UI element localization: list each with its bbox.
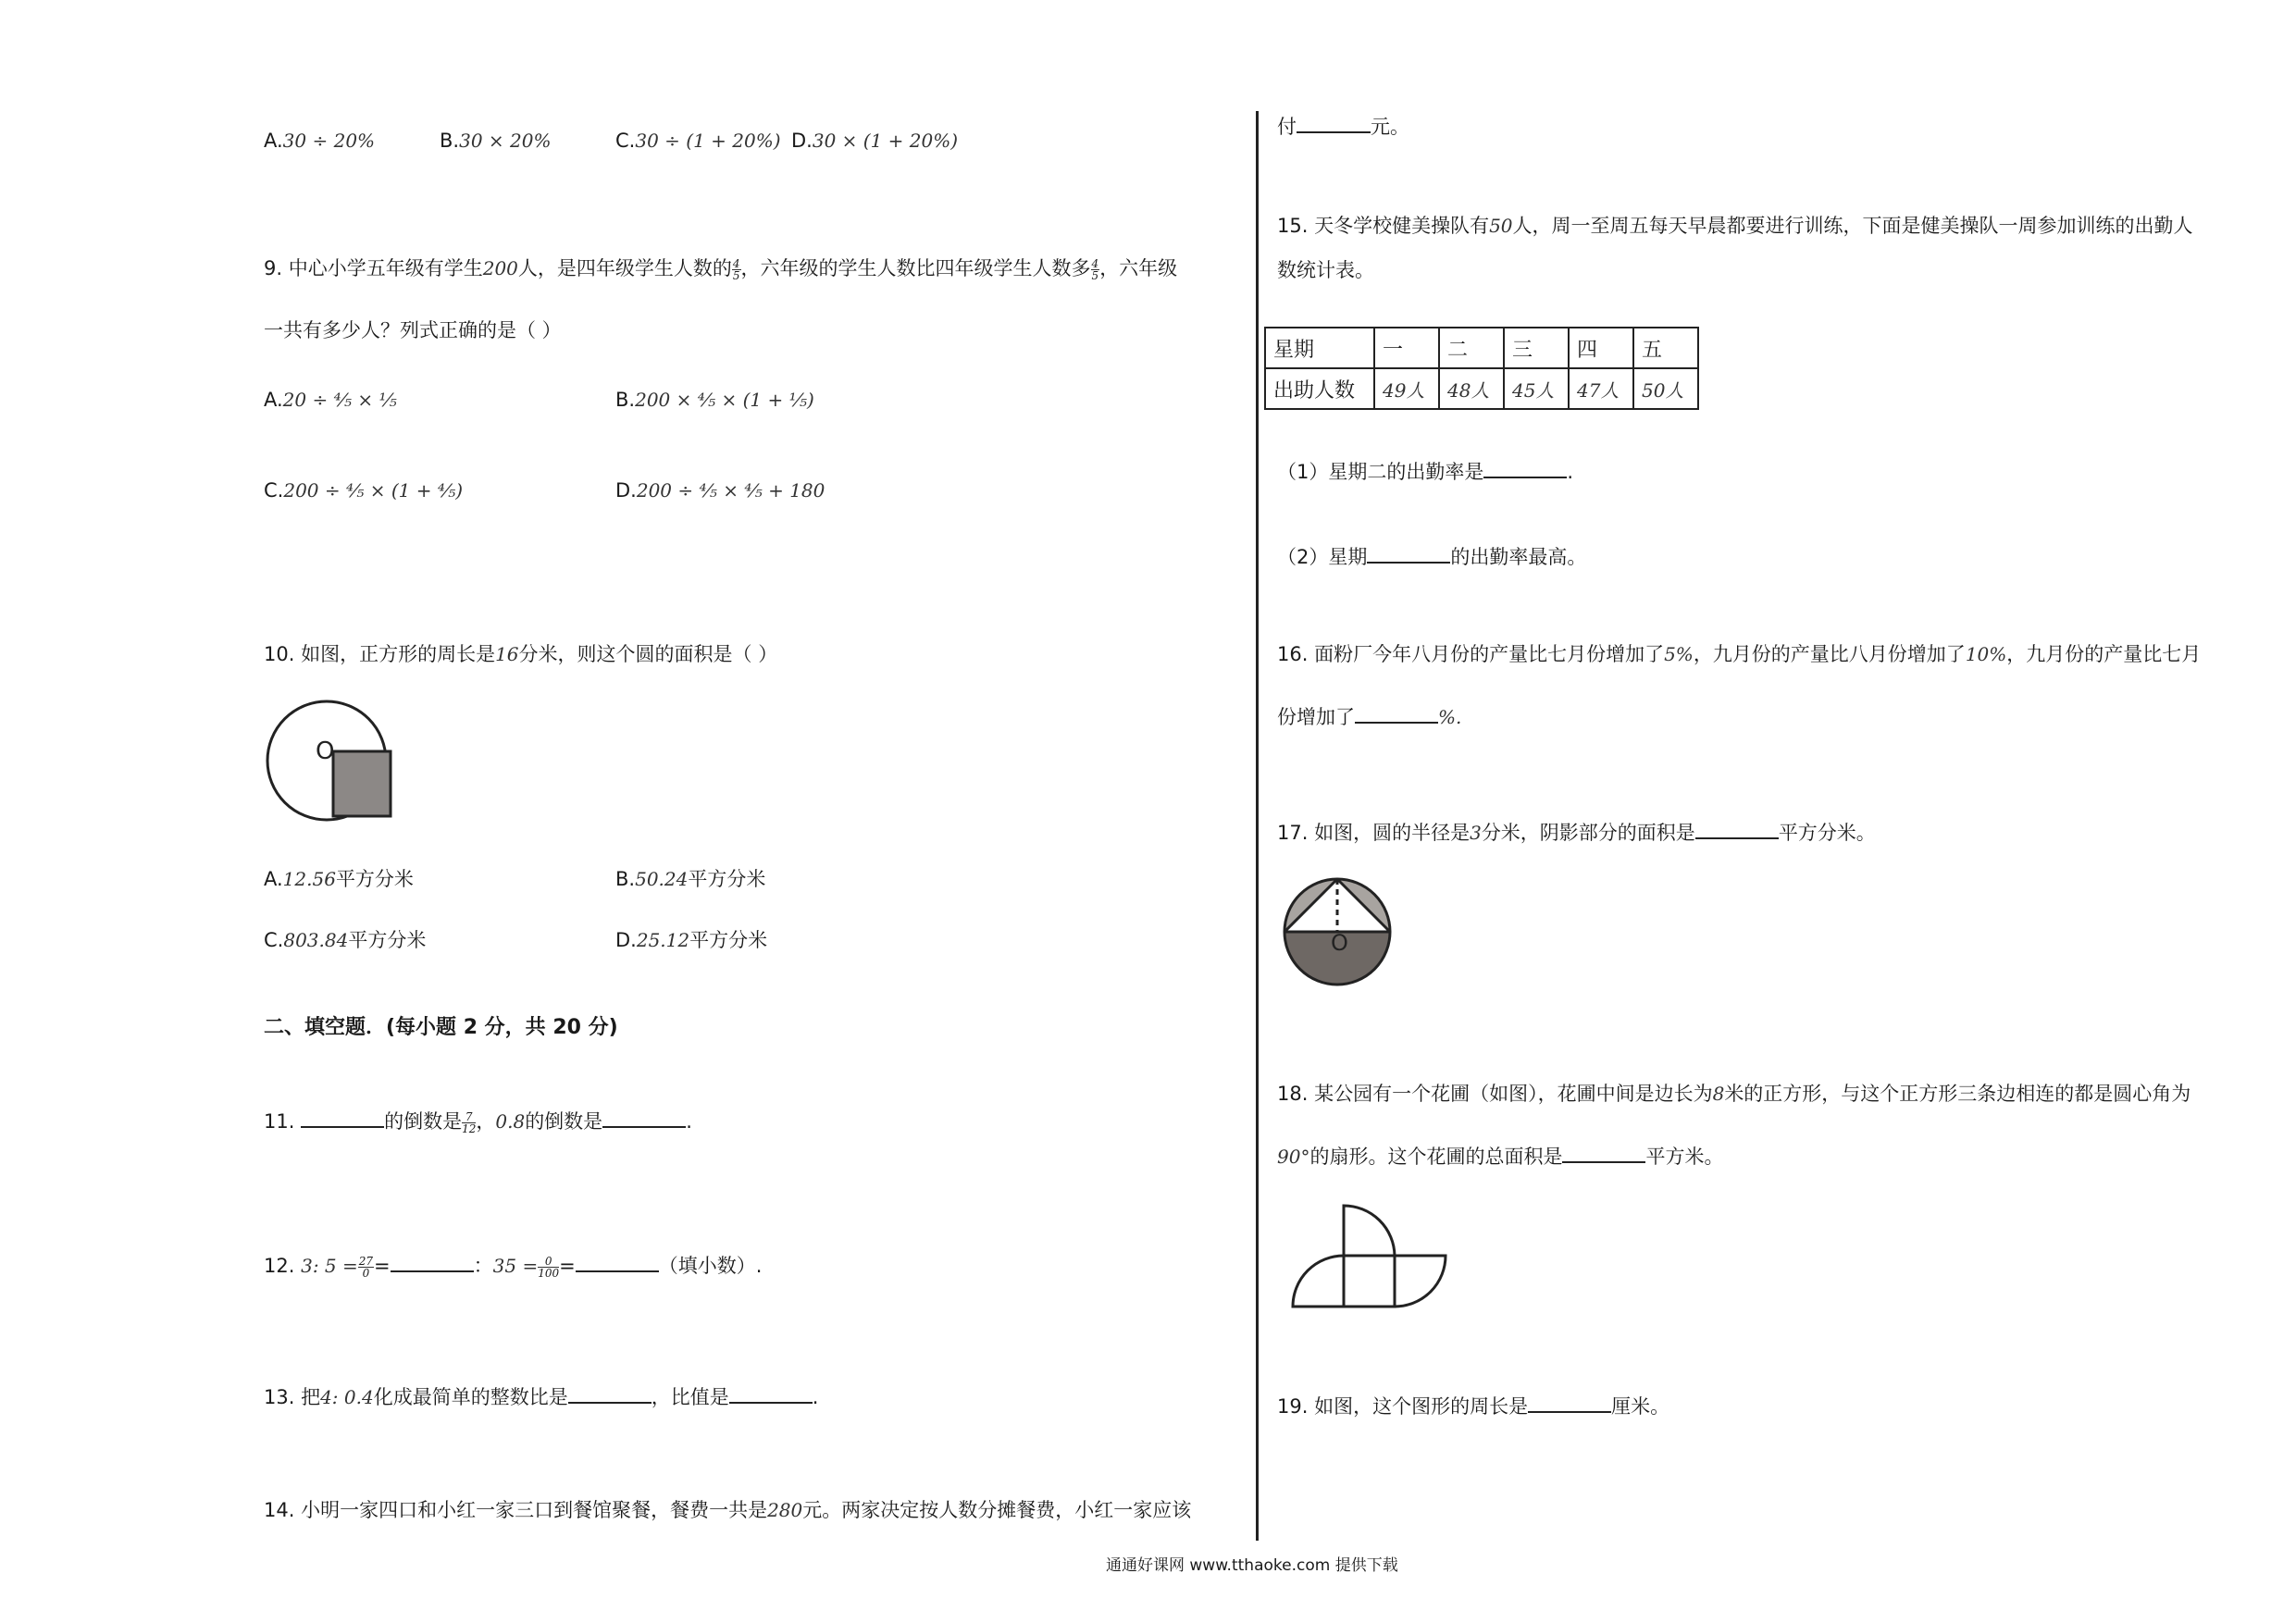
q13-question: 13. 把4: 0.4化成最简单的整数比是 ，比值是 . <box>264 1383 818 1409</box>
q17-center-label: O <box>1331 930 1348 956</box>
q9-option-a: A.20 ÷ ⁴⁄₅ × ¹⁄₅ <box>264 389 397 411</box>
q8-option-c-expr: 30 ÷ (1 + 20%) <box>635 130 781 152</box>
attendance-table <box>1264 327 1699 410</box>
q14-question: 14. 小明一家四口和小红一家三口到餐馆聚餐，餐费一共是280元。两家决定按人数分摊餐费，小红一家应该 <box>264 1499 1192 1521</box>
q9-option-d: D.200 ÷ ⁴⁄₅ × ⁴⁄₅ + 180 <box>615 479 825 502</box>
q18-garden-figure <box>1277 1198 1462 1323</box>
q10-option-a: A.12.56平方分米 <box>264 868 414 890</box>
q9-number: 200 <box>482 257 518 279</box>
q19-blank[interactable] <box>1528 1393 1611 1413</box>
q9-line1 <box>264 257 1177 281</box>
q8-option-a-label: A. <box>264 130 283 152</box>
column-divider <box>1256 111 1259 1541</box>
q9-text-a: 9. 中心小学五年级有学生 <box>264 257 483 279</box>
q15-sub1: （1）星期二的出勤率是 . <box>1277 458 1573 484</box>
q15-line1: 15. 天冬学校健美操队有50人，周一至周五每天早晨都要进行训练，下面是健美操队一周参加训练的出勤人 <box>1277 215 2193 237</box>
q15-sub2: （2）星期 的出勤率最高。 <box>1277 543 1586 569</box>
q9-text-b: 人，是四年级学生人数的 <box>517 257 732 279</box>
attendance-header-row <box>1265 328 1698 368</box>
q15-blank-1[interactable] <box>1483 458 1567 478</box>
q9-fraction-2: $\frac{4}{5}$ <box>1091 256 1099 282</box>
attendance-header-cell: 二 <box>1439 328 1504 368</box>
q11-fraction: $\frac{7}{12}$ <box>462 1109 477 1135</box>
q15-blank-2[interactable] <box>1367 543 1450 564</box>
q17-question: 17. 如图，圆的半径是3分米，阴影部分的面积是 平方分米。 <box>1277 819 1876 845</box>
q9-option-c: C.200 ÷ ⁴⁄₅ × (1 + ⁴⁄₅) <box>264 479 464 502</box>
attendance-header-cell: 三 <box>1504 328 1569 368</box>
q8-option-a-expr: 30 ÷ 20% <box>282 130 376 152</box>
q10-question: 10. 如图，正方形的周长是16分米，则这个圆的面积是（ ） <box>264 643 778 665</box>
attendance-header-cell: 一 <box>1374 328 1439 368</box>
q8-options <box>264 130 375 153</box>
q9-option-b: B.200 × ⁴⁄₅ × (1 + ¹⁄₅) <box>615 389 814 411</box>
attendance-value-cell: 45人 <box>1504 368 1569 409</box>
attendance-header-cell: 四 <box>1569 328 1633 368</box>
q10-center-label: O <box>316 737 335 765</box>
q13-blank-2[interactable] <box>729 1383 813 1404</box>
attendance-value-row <box>1265 368 1698 409</box>
q8-option-d-label: D. <box>791 130 813 152</box>
q12-blank-2[interactable] <box>576 1252 659 1272</box>
q15-line2: 数统计表。 <box>1277 259 1374 281</box>
q16-line1: 16. 面粉厂今年八月份的产量比七月份增加了5%，九月份的产量比八月份增加了10%，九月份的产量比七月 <box>1277 643 2202 665</box>
q12-fraction-2: $\frac{0}{100}$ <box>538 1254 560 1280</box>
q18-line2: 90°的扇形。这个花圃的总面积是 平方米。 <box>1277 1143 1723 1169</box>
q8-option-b-expr: 30 × 20% <box>459 130 552 152</box>
q8-option-b <box>440 130 551 153</box>
attendance-value-cell: 50人 <box>1633 368 1698 409</box>
q18-blank[interactable] <box>1562 1143 1645 1163</box>
footer-source: 通通好课网 www.tthaoke.com 提供下载 <box>1106 1556 1398 1575</box>
q12-fraction-1: $\frac{27}{0}$ <box>358 1254 374 1280</box>
attendance-row-label: 出助人数 <box>1265 368 1374 409</box>
q14-continuation: 付 元。 <box>1277 113 1409 139</box>
q10-option-d: D.25.12平方分米 <box>615 929 768 951</box>
q8-option-b-label: B. <box>440 130 460 152</box>
attendance-value-cell: 48人 <box>1439 368 1504 409</box>
section-2-heading: 二、填空题．(每小题 2 分，共 20 分) <box>264 1016 618 1039</box>
attendance-value-cell: 47人 <box>1569 368 1633 409</box>
q12-blank-1[interactable] <box>391 1252 474 1272</box>
attendance-header-cell: 五 <box>1633 328 1698 368</box>
q17-blank[interactable] <box>1695 819 1779 839</box>
q8-option-d <box>791 130 958 153</box>
q9-text-d: ，六年级 <box>1099 257 1178 279</box>
q16-line2: 份增加了 %. <box>1277 703 1461 729</box>
q8-option-c <box>615 130 781 153</box>
q9-text-c: ，六年级的学生人数比四年级学生人数多 <box>740 257 1091 279</box>
attendance-header-cell: 星期 <box>1265 328 1374 368</box>
q17-circle-figure <box>1277 874 1397 990</box>
q11-blank-1[interactable] <box>301 1108 384 1128</box>
q16-blank[interactable] <box>1355 703 1438 724</box>
q19-question: 19. 如图，这个图形的周长是 厘米。 <box>1277 1393 1669 1419</box>
q8-option-d-expr: 30 × (1 + 20%) <box>812 130 959 152</box>
q9-fraction-1: $\frac{4}{5}$ <box>732 256 740 282</box>
q14-blank[interactable] <box>1297 113 1371 133</box>
q9-line2: 一共有多少人？列式正确的是（ ） <box>264 319 562 341</box>
q10-option-c: C.803.84平方分米 <box>264 929 427 951</box>
q10-circle-square-figure <box>264 694 403 828</box>
q11-question: 11. 的倒数是 $\frac{7}{12}$ ，0.8的倒数是 . <box>264 1108 692 1134</box>
q18-line1: 18. 某公园有一个花圃（如图），花圃中间是边长为8米的正方形，与这个正方形三条边相连的都是圆心角为 <box>1277 1083 2191 1105</box>
attendance-value-cell: 49人 <box>1374 368 1439 409</box>
q10-option-b: B.50.24平方分米 <box>615 868 766 890</box>
q13-blank-1[interactable] <box>568 1383 652 1404</box>
q11-blank-2[interactable] <box>602 1108 686 1128</box>
q8-option-c-label: C. <box>615 130 636 152</box>
q12-question: 12. 3: 5 = $\frac{27}{0}$ = ：35 = $\frac{0}{100}$ = （填小数）. <box>264 1252 762 1279</box>
